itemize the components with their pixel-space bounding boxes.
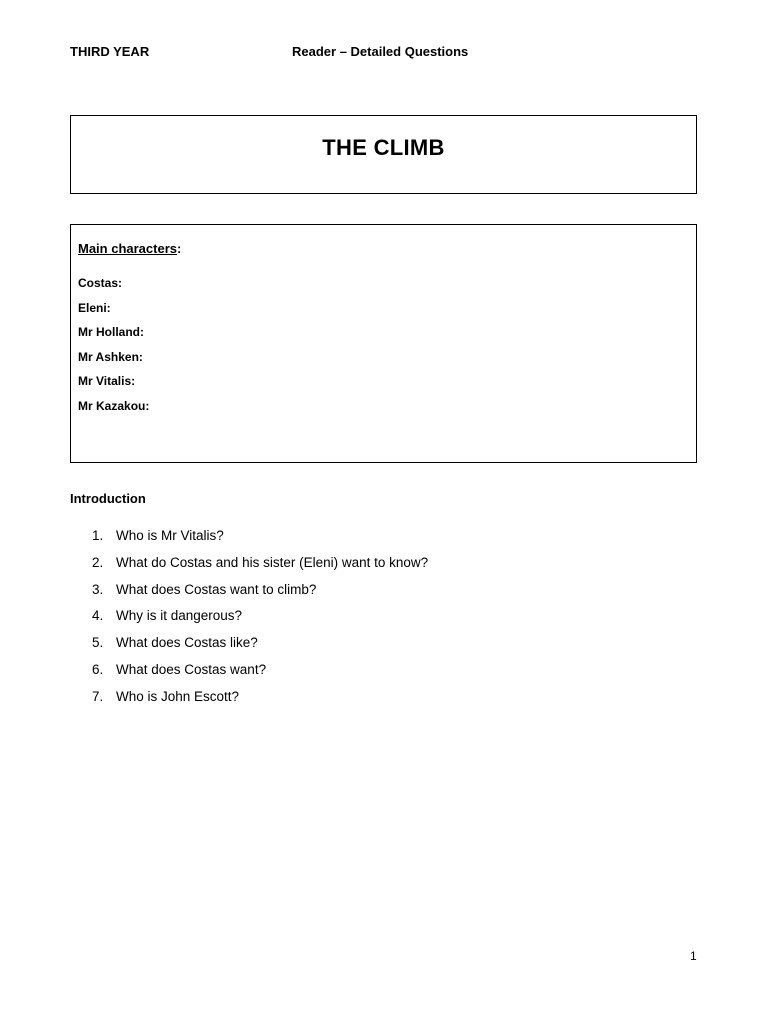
question-text: What do Costas and his sister (Eleni) want to know?: [116, 554, 429, 570]
question-number: 7.: [92, 688, 104, 704]
introduction-heading: Introduction: [70, 491, 146, 506]
page-title: THE CLIMB: [322, 135, 445, 160]
question-text: Why is it dangerous?: [116, 608, 243, 624]
question-item: [92, 635, 428, 662]
character-item: Mr Vitalis:: [78, 374, 136, 389]
question-text: What does Costas want to climb?: [116, 581, 317, 597]
question-number: 2.: [92, 554, 104, 570]
character-item: Mr Kazakou:: [78, 398, 150, 413]
characters-heading-colon: :: [177, 241, 182, 256]
character-item: Costas:: [78, 276, 123, 290]
question-number: 6.: [92, 661, 104, 677]
character-item: Eleni:: [78, 300, 111, 315]
question-item: [92, 689, 428, 716]
page-number: 1: [690, 949, 697, 963]
character-item: Mr Ashken:: [78, 349, 143, 364]
header-subject: Reader – Detailed Questions: [292, 44, 469, 59]
question-item: [92, 608, 428, 635]
question-text: What does Costas want?: [116, 661, 267, 677]
question-item: [92, 662, 428, 689]
characters-heading-label: Main characters: [78, 241, 177, 256]
question-item: [92, 582, 428, 609]
title-box: [70, 115, 697, 194]
question-text: Who is John Escott?: [116, 688, 240, 704]
question-number: 3.: [92, 581, 104, 597]
character-list: [78, 275, 149, 423]
character-item: Mr Holland:: [78, 325, 144, 340]
question-number: 1.: [92, 528, 104, 543]
question-number: 5.: [92, 635, 104, 651]
question-list: [92, 528, 428, 716]
characters-box: [70, 224, 697, 463]
question-text: What does Costas like?: [116, 635, 258, 651]
question-number: 4.: [92, 608, 104, 624]
question-item: [92, 555, 428, 582]
question-text: Who is Mr Vitalis?: [116, 528, 224, 543]
characters-heading: [78, 241, 181, 256]
question-item: [92, 528, 428, 555]
header-level: THIRD YEAR: [70, 44, 150, 59]
